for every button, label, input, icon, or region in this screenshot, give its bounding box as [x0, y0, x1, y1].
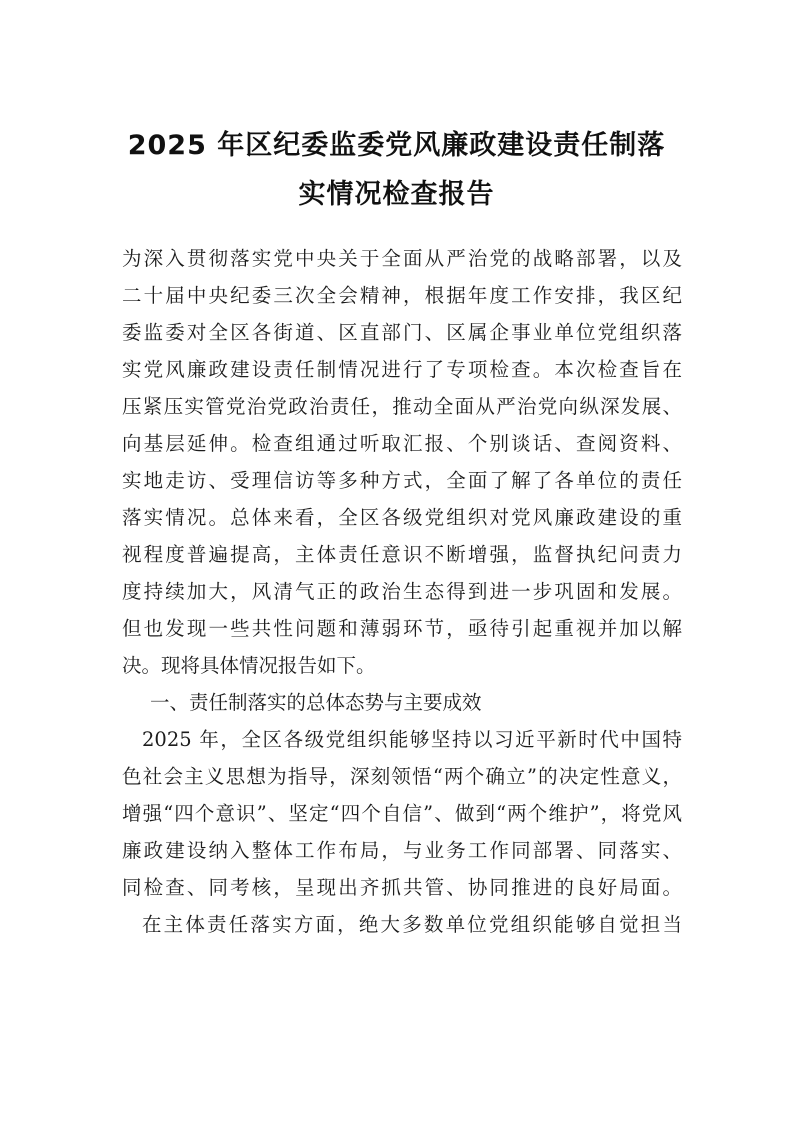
body-line: 压紧压实管党治党政治责任，推动全面从严治党向纵深发展、 [122, 395, 682, 418]
body-line: 决。现将具体情况报告如下。 [122, 654, 376, 677]
body-line: 实地走访、受理信访等多种方式，全面了解了各单位的责任 [122, 469, 682, 492]
section-heading-1: 一、责任制落实的总体态势与主要成效 [150, 691, 482, 714]
body-line: 在主体责任落实方面，绝大多数单位党组织能够自觉担当 [142, 913, 682, 936]
body-line: 同检查、同考核，呈现出齐抓共管、协同推进的良好局面。 [122, 876, 682, 899]
body-line: 度持续加大，风清气正的政治生态得到进一步巩固和发展。 [122, 580, 682, 603]
body-line: 为深入贯彻落实党中央关于全面从严治党的战略部署，以及 [122, 247, 682, 270]
body-line: 落实情况。总体来看，全区各级党组织对党风廉政建设的重 [122, 506, 682, 529]
body-line: 2025 年，全区各级党组织能够坚持以习近平新时代中国特 [142, 728, 682, 751]
body-line: 实党风廉政建设责任制情况进行了专项检查。本次检查旨在 [122, 358, 682, 381]
body-line: 色社会主义思想为指导，深刻领悟“两个确立”的决定性意义， [122, 765, 682, 788]
body-line: 二十届中央纪委三次全会精神，根据年度工作安排，我区纪 [122, 284, 682, 307]
body-line: 视程度普遍提高，主体责任意识不断增强，监督执纪问责力 [122, 543, 682, 566]
document-title-line-1: 2025 年区纪委监委党风廉政建设责任制落 [127, 130, 666, 161]
body-line: 廉政建设纳入整体工作布局，与业务工作同部署、同落实、 [122, 839, 682, 862]
body-line: 但也发现一些共性问题和薄弱环节，亟待引起重视并加以解 [122, 617, 682, 640]
document-title-line-2: 实情况检查报告 [298, 179, 495, 210]
body-line: 向基层延伸。检查组通过听取汇报、个别谈话、查阅资料、 [122, 432, 682, 455]
body-line: 增强“四个意识”、坚定“四个自信”、做到“两个维护”，将党风 [122, 802, 682, 825]
body-line: 委监委对全区各街道、区直部门、区属企事业单位党组织落 [122, 321, 682, 344]
